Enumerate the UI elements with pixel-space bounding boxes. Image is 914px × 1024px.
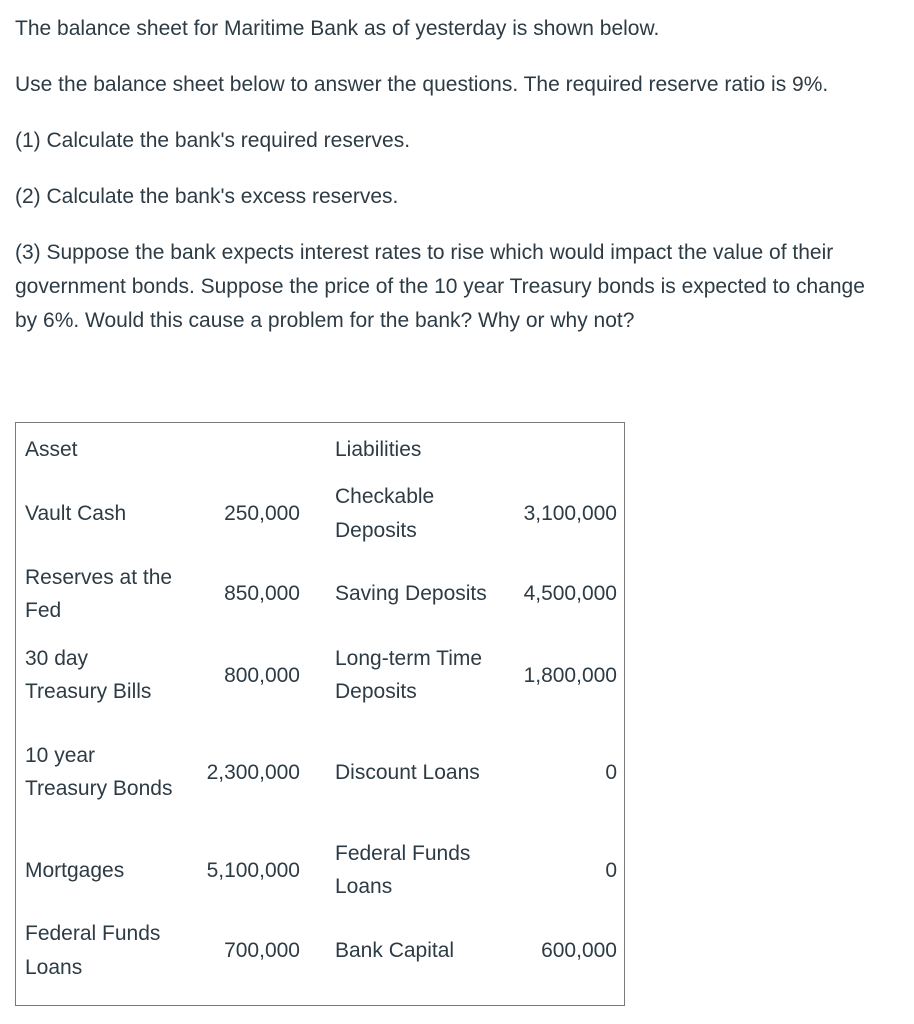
question-text <box>15 10 875 338</box>
liability-label: Discount Loans <box>335 761 480 784</box>
intro-text: The balance sheet for Maritime Bank as of yesterday is shown below. <box>15 17 660 40</box>
liability-label: Saving Deposits <box>335 582 487 605</box>
instructions-text: Use the balance sheet below to answer the questions. The required reserve ratio is 9%. <box>15 73 829 96</box>
asset-value: 700,000 <box>224 939 300 962</box>
question-2: (2) Calculate the bank's excess reserves. <box>15 185 399 208</box>
liability-value: 0 <box>605 761 617 784</box>
liability-value: 600,000 <box>541 939 617 962</box>
liability-value: 1,800,000 <box>523 664 617 687</box>
liability-label: Checkable <box>335 485 435 508</box>
liability-value: 0 <box>605 859 617 882</box>
liability-label: Loans <box>335 875 393 898</box>
asset-label: Federal Funds <box>25 922 161 945</box>
liability-label: Long-term Time <box>335 647 483 670</box>
asset-value: 250,000 <box>224 502 300 525</box>
balance-sheet-table <box>15 422 625 1006</box>
liability-label: Bank Capital <box>335 939 455 962</box>
asset-label: Mortgages <box>25 859 125 882</box>
asset-label: 10 year <box>25 744 96 767</box>
asset-value: 5,100,000 <box>206 859 300 882</box>
asset-label: Treasury Bonds <box>25 777 173 800</box>
asset-value: 800,000 <box>224 664 300 687</box>
asset-label: 30 day <box>25 647 89 670</box>
asset-label: Loans <box>25 956 83 979</box>
liabilities-header: Liabilities <box>335 438 422 461</box>
liability-label: Deposits <box>335 680 417 703</box>
asset-value: 2,300,000 <box>206 761 300 784</box>
asset-label: Reserves at the <box>25 566 173 589</box>
question-1: (1) Calculate the bank's required reserves. <box>15 129 411 152</box>
asset-label: Fed <box>25 599 62 622</box>
liability-label: Deposits <box>335 519 417 542</box>
question-3: (3) Suppose the bank expects interest rates to rise which would impact the value of their government bonds. Suppose the price of the 10 year Treasury bonds is expected to change by 6%. Would this cause a problem for the bank? Why or why not? <box>15 241 865 332</box>
asset-value: 850,000 <box>224 582 300 605</box>
liability-label: Federal Funds <box>335 842 471 865</box>
asset-header: Asset <box>25 438 78 461</box>
asset-label: Treasury Bills <box>25 680 152 703</box>
liability-value: 3,100,000 <box>523 502 617 525</box>
liability-value: 4,500,000 <box>523 582 617 605</box>
asset-label: Vault Cash <box>25 502 127 525</box>
